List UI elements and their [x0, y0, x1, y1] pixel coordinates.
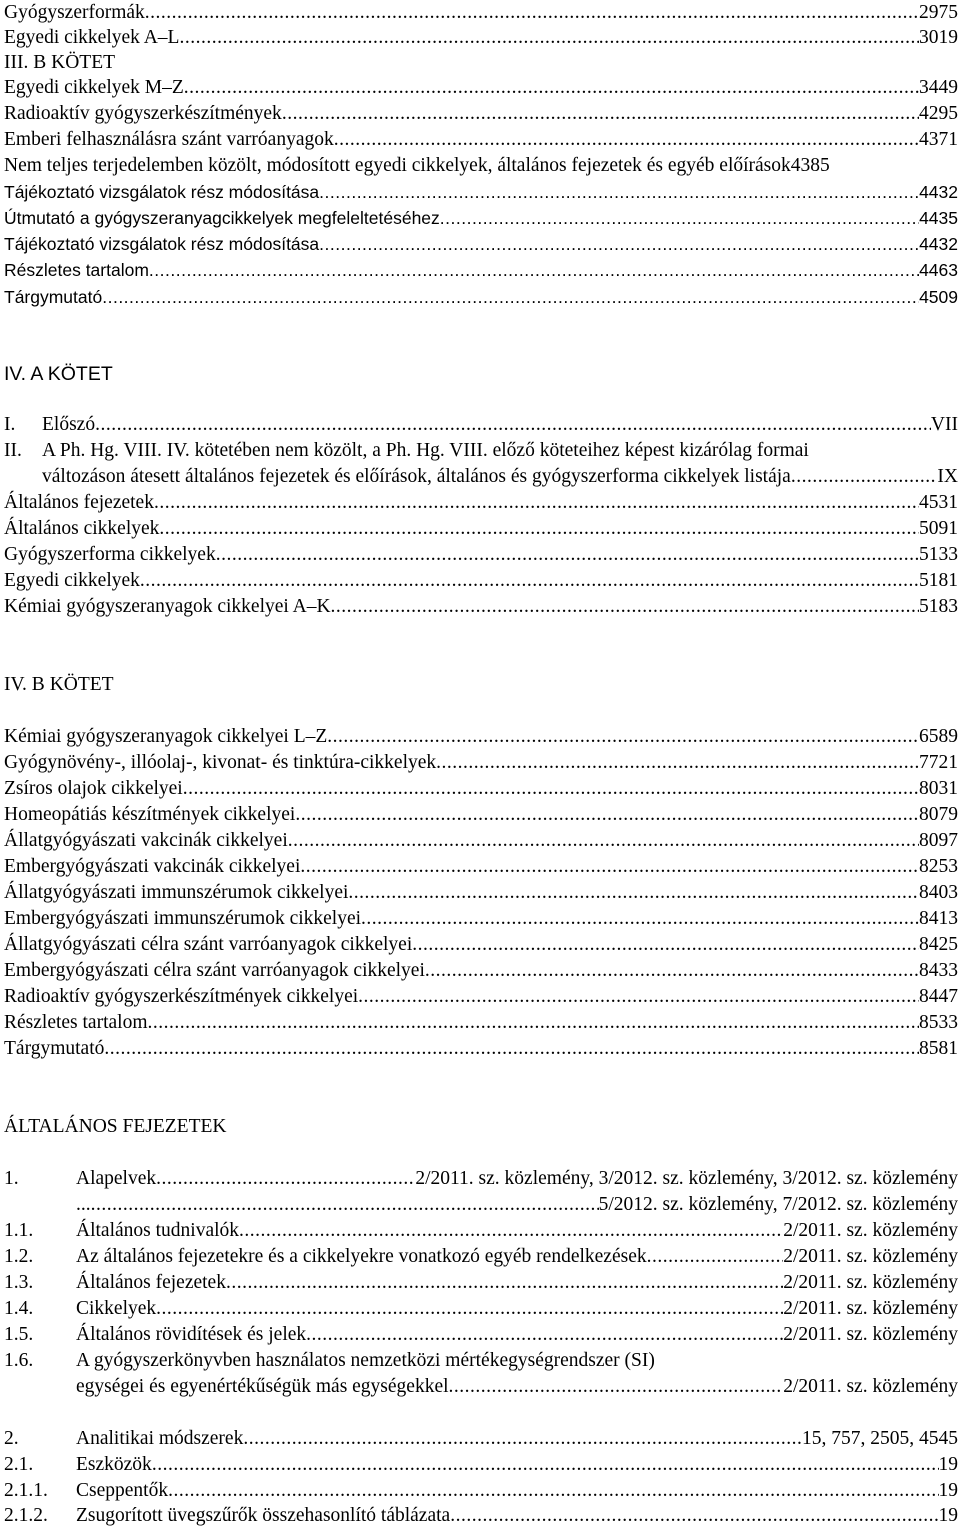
toc-entry — [2, 1296, 958, 1322]
entry-label: Alapelvek — [76, 1168, 157, 1189]
toc-entry — [2, 412, 958, 438]
entry-label: Gyógyszerforma cikkelyek — [4, 544, 216, 565]
entry-page: 19 — [938, 1480, 958, 1501]
toc-entry — [2, 1166, 958, 1192]
entry-page: 7721 — [919, 752, 958, 773]
entry-label: Állatgyógyászati vakcinák cikkelyei — [4, 830, 288, 851]
entry-page: 8253 — [919, 856, 958, 877]
toc-entry — [2, 776, 958, 802]
dot-leader — [425, 958, 919, 984]
dot-leader — [319, 179, 919, 205]
entry-page: 4385 — [790, 155, 830, 176]
toc-entry — [2, 127, 958, 153]
entry-page: 2/2011. sz. közlemény — [783, 1246, 958, 1267]
entry-page: 3449 — [919, 77, 958, 98]
toc-entry — [2, 1426, 958, 1452]
dot-leader — [358, 984, 919, 1010]
dot-leader — [140, 568, 919, 594]
toc-entry — [2, 516, 958, 542]
entry-page: 5183 — [919, 596, 958, 617]
toc-entry — [2, 25, 958, 51]
toc-entry — [2, 594, 958, 620]
entry-number: 1.5. — [4, 1324, 34, 1345]
entry-label: egységei és egyenértékűségük más egységekkel — [76, 1376, 449, 1397]
toc-entry — [2, 1503, 958, 1529]
entry-label: Nem teljes terjedelemben közölt, módosított egyedi cikkelyek, általános fejezetek és egyéb előírások — [4, 155, 791, 176]
dot-leader — [145, 0, 919, 26]
entry-page: 5091 — [919, 518, 958, 539]
dot-leader — [436, 750, 919, 776]
dot-leader — [319, 231, 919, 257]
dot-leader — [327, 724, 919, 750]
entry-number: 2.1.2. — [4, 1505, 48, 1526]
dot-leader — [91, 1192, 599, 1218]
entry-label: A gyógyszerkönyvben használatos nemzetközi mértékegységrendszer (SI) — [76, 1350, 655, 1371]
toc-entry-continuation — [2, 464, 958, 490]
entry-label: Állatgyógyászati immunszérumok cikkelyei — [4, 882, 349, 903]
toc-entry — [2, 828, 958, 854]
toc-entry — [2, 906, 958, 932]
toc-entry — [2, 1218, 958, 1244]
entry-page: 4371 — [919, 129, 958, 150]
dot-leader — [102, 284, 919, 310]
entry-label: A Ph. Hg. VIII. IV. kötetében nem közölt, a Ph. Hg. VIII. előző köteteihez képest kizárólag formai — [42, 440, 809, 461]
entry-page: 8097 — [919, 830, 958, 851]
entry-page: 8403 — [919, 882, 958, 903]
dot-leader — [156, 1296, 783, 1322]
entry-page: 8413 — [919, 908, 958, 929]
entry-label: Egyedi cikkelyek M–Z — [4, 77, 184, 98]
entry-page: 2/2011. sz. közlemény — [783, 1220, 958, 1241]
entry-page: 2/2011. sz. közlemény — [783, 1298, 958, 1319]
section-heading-iva: IV. A KÖTET — [4, 363, 113, 385]
toc-entry — [2, 724, 958, 750]
toc-entry — [2, 0, 958, 26]
entry-page: 5181 — [919, 570, 958, 591]
entry-label: Tárgymutató — [4, 287, 103, 307]
entry-label: Radioaktív gyógyszerkészítmények — [4, 103, 282, 124]
entry-label: Cikkelyek — [76, 1298, 157, 1319]
entry-page: 4432 — [919, 234, 958, 254]
toc-entry — [2, 880, 958, 906]
toc-entry — [2, 231, 958, 257]
toc-entry — [2, 1010, 958, 1036]
dot-leader — [239, 1218, 783, 1244]
toc-entry — [2, 438, 958, 464]
dot-leader — [148, 1010, 920, 1036]
entry-label: Részletes tartalom — [4, 260, 149, 280]
entry-number: 1.2. — [4, 1246, 34, 1267]
dot-leader — [243, 1426, 802, 1452]
entry-label: Az általános fejezetekre és a cikkelyekre vonatkozó egyéb rendelkezések — [76, 1246, 647, 1267]
entry-page: 4432 — [919, 182, 958, 202]
dot-leader — [791, 464, 938, 490]
entry-page: 5/2012. sz. közlemény, 7/2012. sz. közlemény — [598, 1194, 958, 1215]
entry-label: Homeopátiás készítmények cikkelyei — [4, 804, 296, 825]
dot-leader — [95, 412, 931, 438]
toc-entry — [2, 958, 958, 984]
dot-leader — [179, 25, 919, 51]
dot-leader — [306, 1322, 783, 1348]
toc-entry — [2, 1348, 958, 1374]
entry-page: 19 — [938, 1505, 958, 1526]
dot-leader — [152, 1452, 939, 1478]
entry-page: 2/2011. sz. közlemény — [783, 1272, 958, 1293]
entry-number: 1.3. — [4, 1272, 34, 1293]
dot-leader — [361, 906, 919, 932]
dot-leader — [440, 205, 919, 231]
dot-leader — [156, 1166, 415, 1192]
dot-leader — [149, 257, 919, 283]
toc-entry — [2, 1244, 958, 1270]
toc-entry — [2, 179, 958, 205]
entry-number: 1.1. — [4, 1220, 34, 1241]
entry-page: 4295 — [919, 103, 958, 124]
entry-label: Egyedi cikkelyek A–L — [4, 27, 180, 48]
entry-number: 1. — [4, 1168, 19, 1189]
entry-label: Tárgymutató — [4, 1038, 105, 1059]
toc-entry — [2, 153, 958, 179]
entry-page: 8533 — [919, 1012, 958, 1033]
entry-label: Általános cikkelyek — [4, 518, 160, 539]
entry-label: Emberi felhasználásra szánt varróanyagok — [4, 129, 334, 150]
entry-page: 4435 — [919, 208, 958, 228]
entry-label: Tájékoztató vizsgálatok rész módosítása — [4, 234, 320, 254]
dot-leader — [647, 1244, 784, 1270]
entry-page: 4509 — [919, 287, 958, 307]
entry-label: ... — [76, 1194, 91, 1215]
entry-page: 8031 — [919, 778, 958, 799]
entry-page: 2975 — [919, 2, 958, 23]
toc-entry — [2, 542, 958, 568]
toc-entry — [2, 802, 958, 828]
toc-entry — [2, 854, 958, 880]
toc-entry-continuation — [2, 1192, 958, 1218]
entry-page: 2/2011. sz. közlemény — [783, 1324, 958, 1345]
dot-leader — [450, 1503, 938, 1529]
entry-label: Embergyógyászati célra szánt varróanyagok cikkelyei — [4, 960, 425, 981]
toc-entry — [2, 284, 958, 310]
entry-page: 3019 — [919, 27, 958, 48]
entry-page: 19 — [938, 1454, 958, 1475]
toc-entry-continuation — [2, 1374, 958, 1400]
toc-entry — [2, 1036, 958, 1062]
entry-page: 15, 757, 2505, 4545 — [802, 1428, 958, 1449]
entry-label: Embergyógyászati immunszérumok cikkelyei — [4, 908, 362, 929]
toc-entry — [2, 932, 958, 958]
entry-page: 5133 — [919, 544, 958, 565]
entry-label: Embergyógyászati vakcinák cikkelyei — [4, 856, 301, 877]
dot-leader — [331, 594, 919, 620]
entry-label: III. B KÖTET — [4, 52, 116, 73]
dot-leader — [184, 75, 919, 101]
entry-page: VII — [930, 414, 958, 435]
entry-label: Részletes tartalom — [4, 1012, 148, 1033]
entry-label: Általános tudnivalók — [76, 1220, 240, 1241]
toc-entry — [2, 568, 958, 594]
toc-entry — [2, 205, 958, 231]
entry-page: 8433 — [919, 960, 958, 981]
entry-label: Gyógyszerformák — [4, 2, 145, 23]
entry-label: Útmutató a gyógyszeranyagcikkelyek megfeleltetéséhez — [4, 208, 440, 228]
toc-entry — [2, 1270, 958, 1296]
dot-leader — [154, 490, 919, 516]
entry-label: Egyedi cikkelyek — [4, 570, 140, 591]
toc-entry — [2, 75, 958, 101]
entry-page: IX — [937, 466, 958, 487]
dot-leader — [412, 932, 919, 958]
entry-label: Cseppentők — [76, 1480, 169, 1501]
entry-label: Kémiai gyógyszeranyagok cikkelyei L–Z — [4, 726, 328, 747]
entry-page: 8425 — [919, 934, 958, 955]
dot-leader — [282, 101, 919, 127]
dot-leader — [104, 1036, 919, 1062]
entry-label: Állatgyógyászati célra szánt varróanyagok cikkelyei — [4, 934, 413, 955]
entry-label: Általános fejezetek — [4, 492, 154, 513]
dot-leader — [334, 127, 919, 153]
entry-number: 2.1. — [4, 1454, 34, 1475]
entry-page: 4463 — [919, 260, 958, 280]
entry-number: 2. — [4, 1428, 19, 1449]
entry-label: Gyógynövény-, illóolaj-, kivonat- és tinktúra-cikkelyek — [4, 752, 437, 773]
entry-label: Eszközök — [76, 1454, 152, 1475]
entry-label: Radioaktív gyógyszerkészítmények cikkelyei — [4, 986, 359, 1007]
toc-subheading — [2, 50, 958, 76]
entry-number: II. — [4, 440, 22, 461]
entry-number: I. — [4, 414, 16, 435]
entry-label: Általános fejezetek — [76, 1272, 226, 1293]
entry-label: Analitikai módszerek — [76, 1428, 244, 1449]
dot-leader — [168, 1478, 938, 1504]
entry-label: Tájékoztató vizsgálatok rész módosítása — [4, 182, 320, 202]
entry-page: 4531 — [919, 492, 958, 513]
dot-leader — [216, 542, 919, 568]
dot-leader — [300, 854, 919, 880]
toc-entry — [2, 257, 958, 283]
dot-leader — [295, 802, 919, 828]
toc-entry — [2, 984, 958, 1010]
entry-page: 8079 — [919, 804, 958, 825]
toc-entry — [2, 490, 958, 516]
toc-entry — [2, 101, 958, 127]
entry-page: 8581 — [919, 1038, 958, 1059]
toc-entry — [2, 1478, 958, 1504]
dot-leader — [288, 828, 919, 854]
dot-leader — [348, 880, 919, 906]
entry-number: 2.1.1. — [4, 1480, 48, 1501]
dot-leader — [183, 776, 919, 802]
toc-entry — [2, 750, 958, 776]
entry-label: Zsíros olajok cikkelyei — [4, 778, 183, 799]
entry-page: 8447 — [919, 986, 958, 1007]
entry-label: változáson átesett általános fejezetek és előírások, általános és gyógyszerforma cikkelyek listája — [42, 466, 791, 487]
entry-number: 1.4. — [4, 1298, 34, 1319]
entry-page: 6589 — [919, 726, 958, 747]
entry-number: 1.6. — [4, 1350, 34, 1371]
section-heading-ivb: IV. B KÖTET — [4, 674, 114, 695]
entry-label: Előszó — [42, 414, 96, 435]
entry-page: 2/2011. sz. közlemény, 3/2012. sz. közlemény, 3/2012. sz. közlemény — [415, 1168, 958, 1189]
section-heading-general: ÁLTALÁNOS FEJEZETEK — [4, 1116, 227, 1137]
entry-label: Zsugorított üvegszűrők összehasonlító táblázata — [76, 1505, 451, 1526]
toc-entry — [2, 1322, 958, 1348]
toc-entry — [2, 1452, 958, 1478]
entry-page: 2/2011. sz. közlemény — [783, 1376, 958, 1397]
dot-leader — [159, 516, 919, 542]
dot-leader — [449, 1374, 784, 1400]
entry-label: Általános rövidítések és jelek — [76, 1324, 307, 1345]
dot-leader — [226, 1270, 783, 1296]
entry-label: Kémiai gyógyszeranyagok cikkelyei A–K — [4, 596, 331, 617]
